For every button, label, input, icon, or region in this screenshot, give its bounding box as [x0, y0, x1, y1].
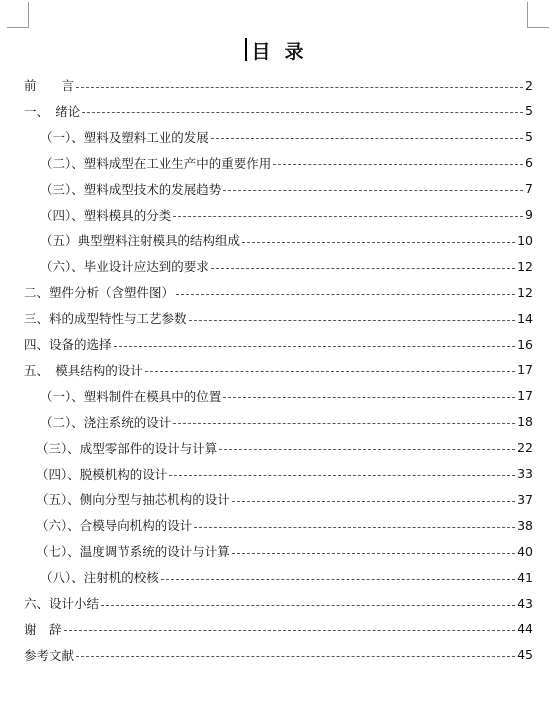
page-title: 目录	[251, 41, 318, 63]
toc-dot-leader	[101, 605, 515, 606]
toc-page-number: 37	[517, 491, 533, 507]
toc-dot-leader	[64, 630, 516, 631]
toc-page-number: 33	[517, 466, 533, 481]
toc-page-number: 9	[525, 207, 533, 222]
toc-page-number: 5	[525, 129, 533, 145]
toc-page-number: 17	[517, 362, 533, 378]
toc-dot-leader	[145, 371, 515, 372]
toc-entry-label: （三）、成型零部件的设计与计算	[36, 440, 218, 456]
toc-entry-label: 六、设计小结	[24, 596, 100, 611]
toc-entry-label: （三）、塑料成型技术的发展趋势	[40, 181, 222, 197]
toc-entry-label: 一、 绪论	[24, 103, 81, 119]
toc-page-number: 14	[517, 310, 533, 326]
toc-dot-leader	[211, 138, 523, 139]
toc-page-number: 10	[517, 232, 533, 248]
toc-entry[interactable]	[0, 281, 555, 303]
toc-dot-leader	[219, 449, 515, 450]
toc-entry[interactable]	[0, 385, 555, 407]
toc-entry[interactable]	[0, 74, 555, 96]
toc-entry[interactable]	[0, 540, 555, 562]
toc-entry[interactable]	[0, 618, 555, 640]
toc-entry-label: （一）、塑料及塑料工业的发展	[40, 129, 209, 145]
toc-entry-label: 参考文献	[24, 647, 75, 663]
toc-entry[interactable]	[0, 152, 555, 174]
toc-entry[interactable]	[0, 204, 555, 226]
toc-dot-leader	[232, 553, 515, 554]
toc-dot-leader	[223, 190, 523, 191]
toc-entry-label: （四）、塑料模具的分类	[40, 207, 172, 223]
toc-page-number: 18	[517, 414, 533, 430]
toc-entry-label: （一）、塑料制件在模具中的位置	[40, 388, 222, 404]
toc-page-number: 16	[517, 336, 533, 352]
toc-page-number: 22	[517, 440, 533, 456]
toc-entry-label: （四）、脱模机构的设计	[36, 466, 168, 482]
toc-entry-label: （六）、毕业设计应达到的要求	[40, 259, 209, 275]
toc-entry-label: 前 言	[24, 78, 75, 93]
toc-entry[interactable]	[0, 592, 555, 614]
toc-dot-leader	[232, 501, 515, 502]
toc-dot-leader	[194, 527, 515, 528]
toc-dot-leader	[114, 346, 516, 347]
toc-dot-leader	[82, 112, 523, 113]
toc-dot-leader	[76, 656, 515, 657]
toc-entry-label: 五、 模具结构的设计	[24, 362, 143, 378]
toc-page-number: 17	[517, 388, 533, 404]
crop-mark-top-left	[7, 2, 29, 28]
toc-page-number: 40	[517, 543, 533, 559]
toc-entry[interactable]	[0, 126, 555, 148]
crop-mark-top-right	[527, 2, 549, 28]
toc-entry-label: （五）典型塑料注射模具的结构组成	[40, 233, 241, 249]
toc-entry[interactable]	[0, 488, 555, 510]
toc-entry[interactable]	[0, 437, 555, 459]
toc-page-number: 7	[525, 181, 533, 197]
toc-entry[interactable]	[0, 514, 555, 536]
toc-entry-label: 三、料的成型特性与工艺参数	[24, 311, 187, 327]
toc-page-number: 2	[525, 77, 533, 93]
toc-entry[interactable]	[0, 333, 555, 355]
toc-dot-leader	[242, 242, 515, 243]
toc-dot-leader	[223, 397, 515, 398]
toc-entry-label: （六）、合模导向机构的设计	[36, 518, 193, 534]
toc-entry[interactable]	[0, 463, 555, 485]
toc-entry-label: 二、塑件分析（含塑件图）	[24, 285, 175, 301]
toc-page-number: 43	[517, 595, 533, 611]
toc-page-number: 12	[517, 284, 533, 300]
toc-entry[interactable]	[0, 255, 555, 277]
toc-entry[interactable]	[0, 307, 555, 329]
toc-dot-leader	[176, 294, 515, 295]
toc-page-number: 5	[525, 103, 533, 119]
toc-page-number: 45	[517, 647, 533, 663]
toc-entry-label: （二）、塑料成型在工业生产中的重要作用	[40, 155, 272, 171]
toc-dot-leader	[161, 579, 515, 580]
toc-page-number: 6	[525, 155, 533, 171]
toc-entry-label: （二）、浇注系统的设计	[40, 414, 172, 430]
toc-dot-leader	[173, 216, 523, 217]
toc-entry[interactable]	[0, 100, 555, 122]
toc-entry[interactable]	[0, 359, 555, 381]
toc-page-number: 41	[517, 569, 533, 585]
toc-entry-label: （五）、侧向分型与抽芯机构的设计	[36, 492, 230, 508]
toc-entry[interactable]	[0, 411, 555, 433]
toc-entry[interactable]	[0, 178, 555, 200]
toc-dot-leader	[173, 423, 515, 424]
toc-entry-label: （七）、温度调节系统的设计与计算	[36, 544, 230, 560]
toc-dot-leader	[76, 87, 523, 88]
toc-dot-leader	[211, 268, 515, 269]
toc-entry[interactable]	[0, 644, 555, 666]
toc-entry-label: 四、设备的选择	[24, 337, 112, 352]
toc-page-number: 38	[517, 517, 533, 533]
toc-dot-leader	[169, 475, 515, 476]
toc-entry[interactable]	[0, 229, 555, 251]
toc-dot-leader	[273, 164, 523, 165]
toc-page-number: 12	[517, 258, 533, 274]
toc-entry-label: 谢 辞	[24, 621, 62, 637]
toc-page-number: 44	[517, 621, 533, 637]
toc-entry[interactable]	[0, 566, 555, 588]
toc-entry-label: （八）、注射机的校核	[40, 570, 159, 586]
toc-dot-leader	[189, 320, 516, 321]
